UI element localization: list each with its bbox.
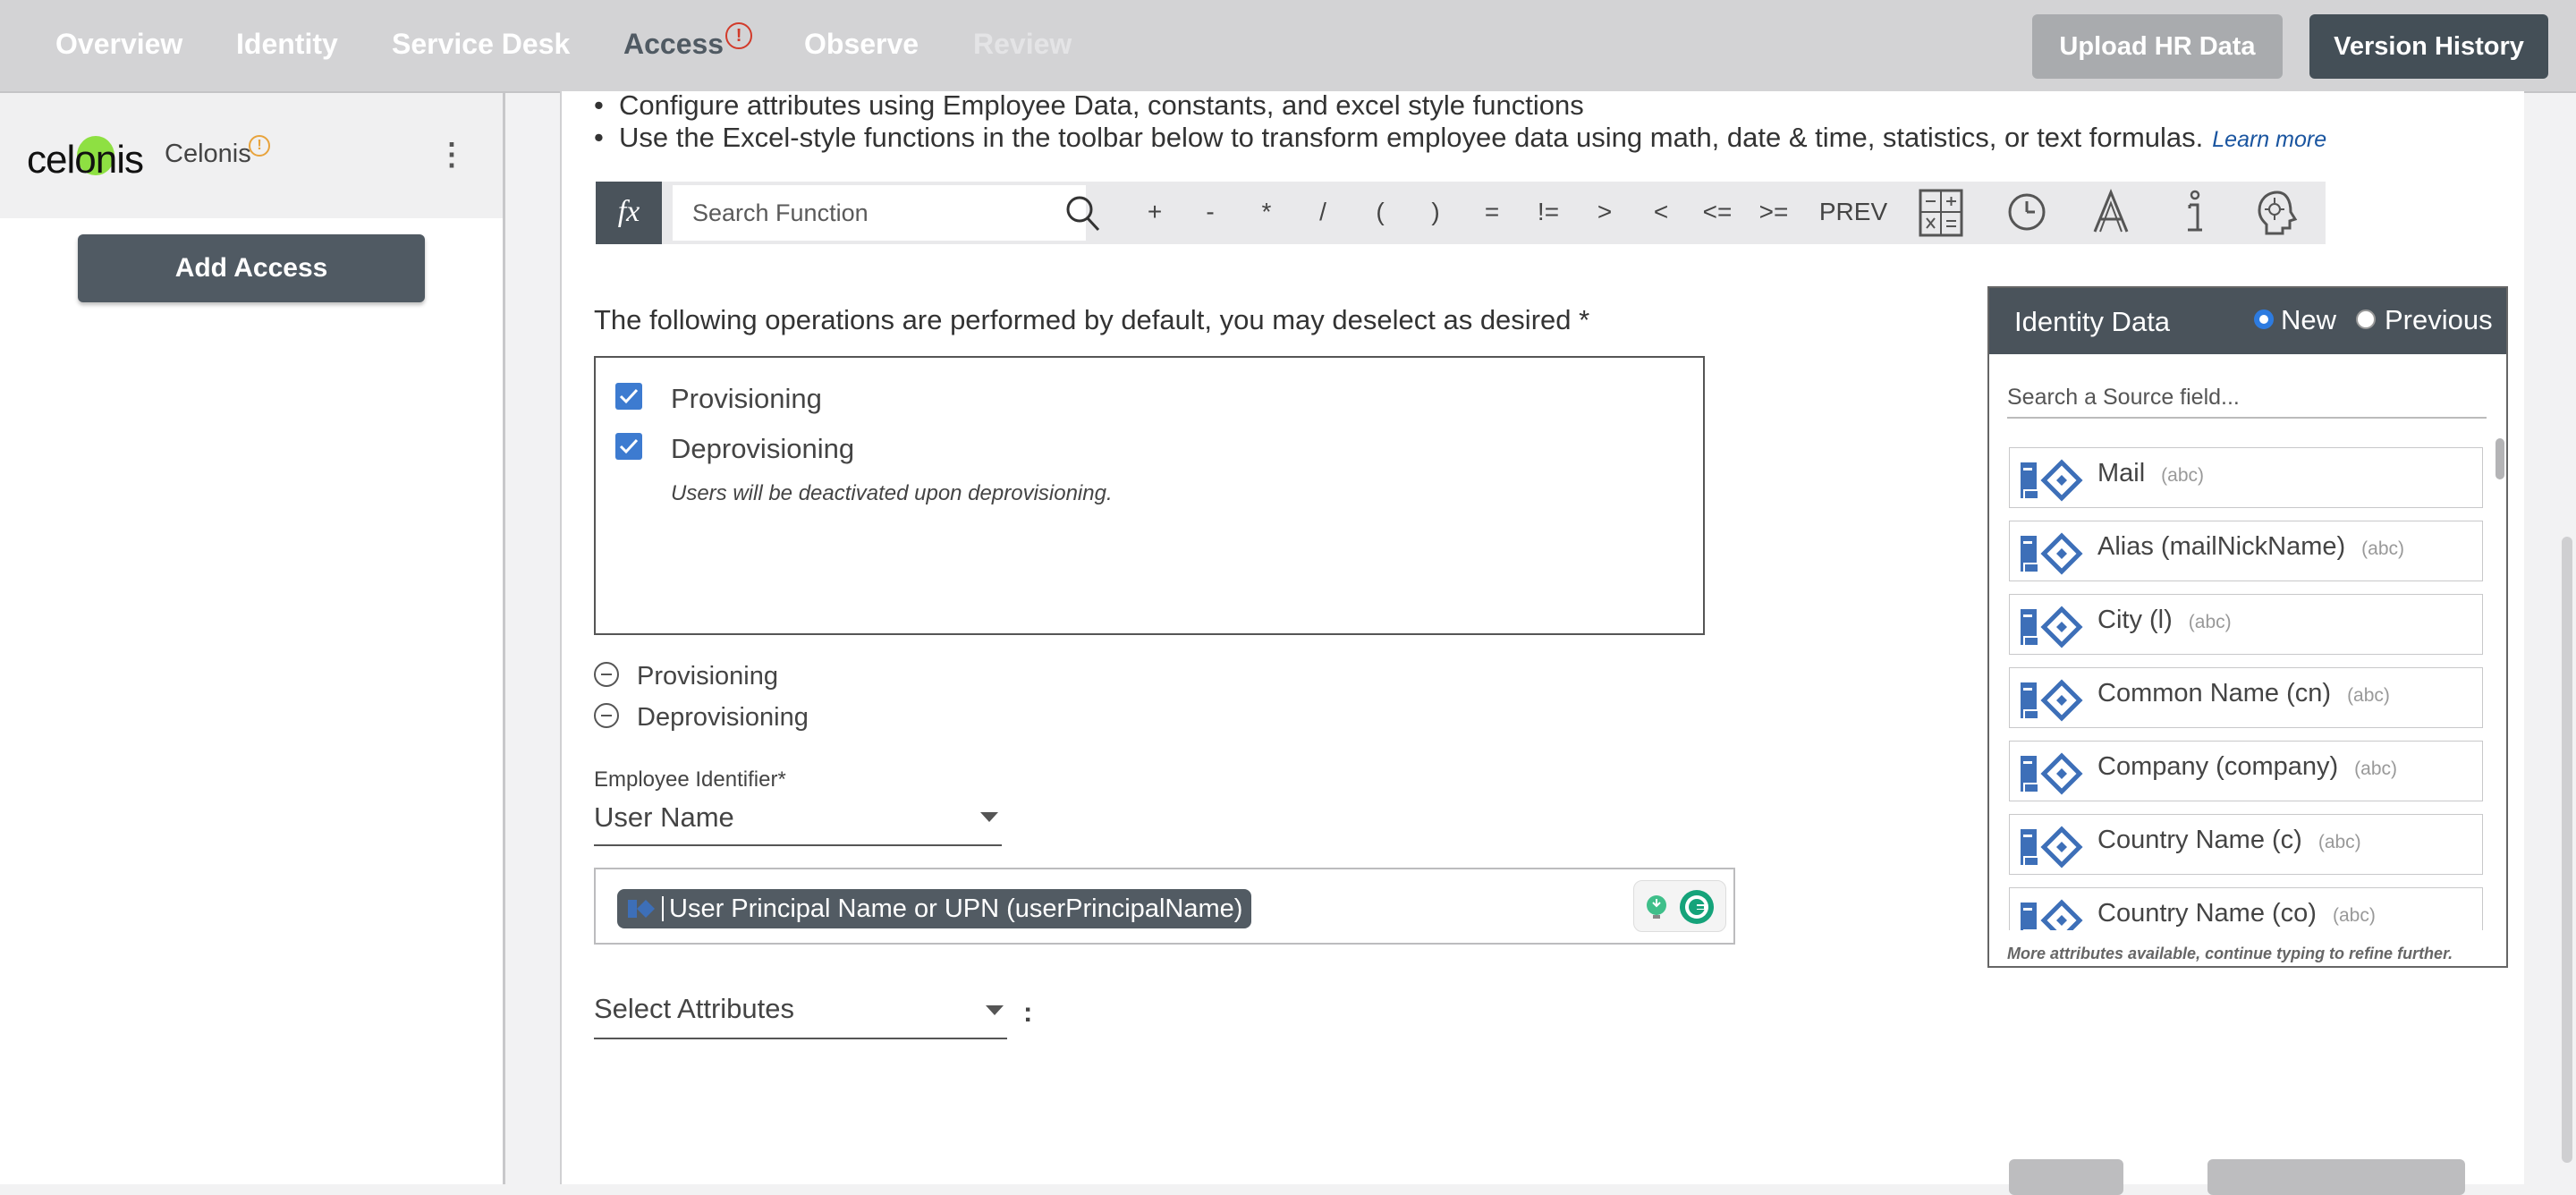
source-field-type: (abc) <box>2354 759 2398 779</box>
separator-colon: : <box>1023 996 1033 1028</box>
collapse-icon <box>594 662 619 687</box>
collapse-icon <box>594 703 619 728</box>
list-item[interactable] <box>2009 447 2483 508</box>
text-format-icon[interactable] <box>2086 187 2136 239</box>
source-field-list <box>2009 447 2496 930</box>
operator-plus[interactable]: + <box>1147 198 1163 225</box>
operator-close-paren[interactable]: ) <box>1431 198 1440 225</box>
operator-prev[interactable]: PREV <box>1818 198 1888 225</box>
warning-icon: ! <box>249 135 270 157</box>
tab-review: Review <box>973 28 1072 60</box>
list-item[interactable] <box>2009 741 2483 801</box>
source-field-search-input[interactable] <box>2007 377 2487 419</box>
list-item[interactable] <box>2009 521 2483 581</box>
bottom-button-left[interactable] <box>2009 1159 2123 1195</box>
chip-divider <box>662 896 664 921</box>
radio-previous-label[interactable]: Previous <box>2385 304 2493 335</box>
more-attributes-note: More attributes available, continue typing to refine further. <box>2007 945 2453 962</box>
employee-identifier-value: User Name <box>594 801 734 833</box>
tab-service-desk[interactable]: Service Desk <box>392 28 571 60</box>
instruction-text: Use the Excel-style functions in the toolbar below to transform employee data using math, date & time, statistics, or text formulas. <box>619 122 2204 153</box>
instruction-item <box>594 122 2326 156</box>
source-field-name: City (l) <box>2097 606 2173 634</box>
identity-data-panel <box>1987 286 2508 968</box>
directory-icon <box>2019 824 2085 869</box>
org-card[interactable] <box>0 93 503 218</box>
lightbulb-icon[interactable] <box>1643 894 1670 920</box>
tab-identity[interactable]: Identity <box>236 28 338 60</box>
provisioning-checkbox[interactable] <box>615 383 642 410</box>
tab-access[interactable] <box>623 26 742 61</box>
source-field-type: (abc) <box>2347 685 2390 706</box>
directory-icon <box>2019 604 2085 648</box>
panel-scrollbar[interactable] <box>2496 438 2504 479</box>
operator-divide[interactable]: / <box>1319 198 1326 225</box>
tab-access-label: Access <box>623 28 724 60</box>
operator-less-equal[interactable]: <= <box>1702 198 1733 225</box>
function-toolbar <box>596 182 2326 244</box>
deprovisioning-note: Users will be deactivated upon deprovisioning. <box>671 481 1113 505</box>
checkmark-icon <box>619 437 639 455</box>
calculator-icon[interactable] <box>1916 187 1966 239</box>
source-field-item <box>2097 532 2404 562</box>
source-field-name: Common Name (cn) <box>2097 679 2332 708</box>
source-field-name: Company (company) <box>2097 752 2339 781</box>
source-field-item <box>2097 752 2397 782</box>
radio-previous[interactable] <box>2356 309 2376 329</box>
list-item[interactable] <box>2009 814 2483 875</box>
operator-less[interactable]: < <box>1653 198 1669 225</box>
version-history-button[interactable]: Version History <box>2309 14 2548 79</box>
identity-data-header <box>1989 288 2506 354</box>
function-search-input[interactable] <box>673 185 1086 241</box>
directory-icon <box>2019 457 2085 502</box>
operator-greater-equal[interactable]: >= <box>1758 198 1789 225</box>
ai-brain-icon[interactable] <box>2252 187 2302 239</box>
chevron-down-icon <box>980 812 998 822</box>
deprovisioning-label: Deprovisioning <box>671 433 855 464</box>
employee-identifier-select[interactable] <box>594 801 1002 846</box>
page-scrollbar[interactable] <box>2562 537 2572 1163</box>
logo-text: celonis <box>27 138 143 182</box>
source-icon <box>626 896 657 921</box>
instruction-text: Configure attributes using Employee Data, constants, and excel style functions <box>619 89 1584 121</box>
clock-icon[interactable] <box>2002 187 2052 239</box>
list-item[interactable] <box>2009 667 2483 728</box>
directory-icon <box>2019 677 2085 722</box>
directory-icon <box>2019 530 2085 575</box>
source-field-type: (abc) <box>2332 905 2376 926</box>
directory-icon <box>2019 750 2085 795</box>
deprovisioning-section-label: Deprovisioning <box>637 703 809 732</box>
operator-multiply[interactable]: * <box>1261 198 1272 225</box>
operator-not-equals[interactable]: != <box>1537 198 1560 225</box>
org-name: Celonis <box>165 140 251 168</box>
provisioning-section-label: Provisioning <box>637 662 778 691</box>
more-options-icon[interactable]: ⋮ <box>436 138 467 172</box>
top-navigation <box>0 0 2576 93</box>
operator-equals[interactable]: = <box>1484 198 1500 225</box>
operator-open-paren[interactable]: ( <box>1376 198 1385 225</box>
formula-editor[interactable] <box>594 868 1735 945</box>
attribute-chip-label: User Principal Name or UPN (userPrincipalName) <box>669 894 1243 923</box>
provisioning-label: Provisioning <box>671 383 822 414</box>
alert-icon: ! <box>725 22 752 49</box>
operations-label: The following operations are performed by default, you may deselect as desired * <box>594 304 1590 335</box>
source-field-item <box>2097 459 2204 488</box>
celonis-logo <box>27 136 148 181</box>
operator-greater[interactable]: > <box>1597 198 1613 225</box>
tab-overview[interactable]: Overview <box>55 28 183 60</box>
source-field-name: Country Name (c) <box>2097 826 2302 854</box>
deprovisioning-checkbox[interactable] <box>615 433 642 460</box>
instruction-item <box>594 89 2326 122</box>
upload-hr-data-button[interactable]: Upload HR Data <box>2032 14 2283 79</box>
list-item[interactable] <box>2009 594 2483 655</box>
chevron-down-icon <box>986 1005 1004 1015</box>
assist-buttons[interactable] <box>1633 880 1726 932</box>
source-field-item <box>2097 826 2361 855</box>
info-icon[interactable] <box>2170 187 2220 239</box>
directory-icon <box>2019 897 2085 930</box>
list-item[interactable] <box>2009 887 2483 930</box>
source-field-item <box>2097 899 2376 928</box>
source-field-item <box>2097 606 2232 635</box>
checkmark-icon <box>619 387 639 405</box>
operator-minus[interactable]: - <box>1206 198 1215 225</box>
source-field-name: Mail <box>2097 459 2146 487</box>
employee-identifier-label: Employee Identifier* <box>594 767 786 792</box>
bottom-button-right[interactable] <box>2207 1159 2465 1195</box>
tab-observe[interactable]: Observe <box>804 28 919 60</box>
select-attributes-dropdown[interactable] <box>594 993 1007 1039</box>
source-field-type: (abc) <box>2188 612 2232 632</box>
select-attributes-label: Select Attributes <box>594 993 795 1024</box>
source-field-type: (abc) <box>2161 465 2205 486</box>
fx-icon[interactable]: fx <box>596 182 662 244</box>
learn-more-link[interactable]: Learn more <box>2212 127 2327 152</box>
source-field-type: (abc) <box>2361 538 2405 559</box>
source-field-item <box>2097 679 2390 708</box>
attribute-chip[interactable] <box>617 889 1251 928</box>
radio-new-label[interactable]: New <box>2281 304 2337 335</box>
source-field-name: Country Name (co) <box>2097 899 2317 928</box>
add-access-button[interactable]: Add Access <box>78 234 425 302</box>
grammarly-icon[interactable] <box>1679 889 1715 925</box>
source-field-type: (abc) <box>2318 832 2361 852</box>
search-icon[interactable] <box>1064 194 1100 232</box>
radio-new[interactable] <box>2254 309 2274 329</box>
deprovisioning-section-toggle[interactable] <box>594 703 809 733</box>
sidebar <box>0 93 505 1184</box>
source-field-name: Alias (mailNickName) <box>2097 532 2346 561</box>
identity-data-title: Identity Data <box>2014 306 2171 337</box>
provisioning-section-toggle[interactable] <box>594 662 778 691</box>
instructions-list <box>594 89 2326 156</box>
operations-box <box>594 356 1705 635</box>
